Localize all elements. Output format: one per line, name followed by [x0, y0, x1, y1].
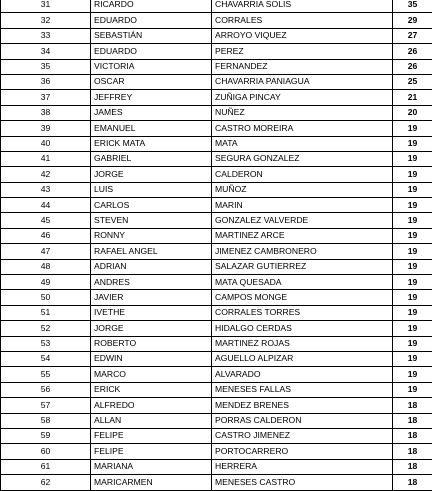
- score-cell: 18: [393, 398, 432, 413]
- table-row: [1, 275, 432, 290]
- rank-cell: 46: [1, 228, 91, 243]
- first-name-cell: RAFAEL ANGEL: [91, 244, 212, 259]
- last-name-cell: CORRALES: [212, 13, 393, 28]
- score-cell: 25: [393, 74, 432, 89]
- first-name-cell: MARIANA: [91, 459, 212, 474]
- first-name-cell: EDUARDO: [91, 44, 212, 59]
- rank-cell: 58: [1, 413, 91, 428]
- last-name-cell: CORRALES TORRES: [212, 305, 393, 320]
- last-name-cell: CHAVARRIA PANIAGUA: [212, 74, 393, 89]
- first-name-cell: JEFFREY: [91, 90, 212, 105]
- rank-cell: 47: [1, 244, 91, 259]
- rank-cell: 36: [1, 74, 91, 89]
- last-name-cell: MATA: [212, 136, 393, 151]
- score-cell: 26: [393, 59, 432, 74]
- first-name-cell: IVETHE: [91, 305, 212, 320]
- last-name-cell: CALDERON: [212, 167, 393, 182]
- table-row: [1, 244, 432, 259]
- table-row: [1, 305, 432, 320]
- first-name-cell: ERICK: [91, 382, 212, 397]
- last-name-cell: GONZALEZ VALVERDE: [212, 213, 393, 228]
- first-name-cell: JORGE: [91, 167, 212, 182]
- score-cell: 19: [393, 228, 432, 243]
- first-name-cell: GABRIEL: [91, 151, 212, 166]
- table-row: [1, 198, 432, 213]
- table-row: [1, 136, 432, 151]
- rank-cell: 45: [1, 213, 91, 228]
- score-cell: 19: [393, 275, 432, 290]
- last-name-cell: CASTRO MOREIRA: [212, 121, 393, 136]
- first-name-cell: CARLOS: [91, 198, 212, 213]
- last-name-cell: JIMENEZ CAMBRONERO: [212, 244, 393, 259]
- table-row: [1, 59, 432, 74]
- score-cell: 19: [393, 198, 432, 213]
- table-row: [1, 151, 432, 166]
- rank-cell: 37: [1, 90, 91, 105]
- last-name-cell: CASTRO JIMENEZ: [212, 428, 393, 443]
- score-cell: 18: [393, 413, 432, 428]
- table-row: [1, 44, 432, 59]
- rank-cell: 62: [1, 475, 91, 490]
- score-cell: 29: [393, 13, 432, 28]
- rank-cell: 44: [1, 198, 91, 213]
- first-name-cell: ADRIAN: [91, 259, 212, 274]
- table-row: [1, 259, 432, 274]
- rank-cell: 39: [1, 121, 91, 136]
- score-cell: 19: [393, 305, 432, 320]
- table-row: [1, 475, 432, 490]
- score-cell: 19: [393, 336, 432, 351]
- last-name-cell: MENESES FALLAS: [212, 382, 393, 397]
- rank-cell: 51: [1, 305, 91, 320]
- rank-cell: 54: [1, 351, 91, 366]
- last-name-cell: PORTOCARRERO: [212, 444, 393, 459]
- last-name-cell: CHAVARRIA SOLIS: [212, 0, 393, 13]
- first-name-cell: OSCAR: [91, 74, 212, 89]
- last-name-cell: CAMPOS MONGE: [212, 290, 393, 305]
- first-name-cell: ROBERTO: [91, 336, 212, 351]
- table-row: [1, 167, 432, 182]
- score-cell: 19: [393, 121, 432, 136]
- table-row: [1, 121, 432, 136]
- last-name-cell: MUÑOZ: [212, 182, 393, 197]
- last-name-cell: NUÑEZ: [212, 105, 393, 120]
- first-name-cell: ERICK MATA: [91, 136, 212, 151]
- last-name-cell: SALAZAR GUTIERREZ: [212, 259, 393, 274]
- last-name-cell: FERNANDEZ: [212, 59, 393, 74]
- score-cell: 18: [393, 444, 432, 459]
- first-name-cell: MARICARMEN: [91, 475, 212, 490]
- table-row: [1, 74, 432, 89]
- table-row: [1, 213, 432, 228]
- table-row: [1, 336, 432, 351]
- table-row: [1, 321, 432, 336]
- rank-cell: 49: [1, 275, 91, 290]
- table-row: [1, 351, 432, 366]
- first-name-cell: RICARDO: [91, 0, 212, 13]
- last-name-cell: ARROYO VIQUEZ: [212, 28, 393, 43]
- table-row: [1, 105, 432, 120]
- first-name-cell: VICTORIA: [91, 59, 212, 74]
- first-name-cell: ALLAN: [91, 413, 212, 428]
- first-name-cell: EDUARDO: [91, 13, 212, 28]
- first-name-cell: JAMES: [91, 105, 212, 120]
- score-cell: 19: [393, 290, 432, 305]
- rank-cell: 61: [1, 459, 91, 474]
- last-name-cell: PORRAS CALDERON: [212, 413, 393, 428]
- score-cell: 18: [393, 459, 432, 474]
- first-name-cell: FELIPE: [91, 444, 212, 459]
- rank-cell: 32: [1, 13, 91, 28]
- rank-cell: 34: [1, 44, 91, 59]
- score-cell: 27: [393, 28, 432, 43]
- score-cell: 19: [393, 367, 432, 382]
- last-name-cell: HIDALGO CERDAS: [212, 321, 393, 336]
- score-cell: 18: [393, 475, 432, 490]
- first-name-cell: RONNY: [91, 228, 212, 243]
- first-name-cell: EMANUEL: [91, 121, 212, 136]
- first-name-cell: ANDRES: [91, 275, 212, 290]
- last-name-cell: SEGURA GONZALEZ: [212, 151, 393, 166]
- table-row: [1, 290, 432, 305]
- score-cell: 20: [393, 105, 432, 120]
- rank-cell: 56: [1, 382, 91, 397]
- rank-cell: 53: [1, 336, 91, 351]
- rank-cell: 59: [1, 428, 91, 443]
- score-cell: 19: [393, 182, 432, 197]
- score-cell: 19: [393, 382, 432, 397]
- score-cell: 26: [393, 44, 432, 59]
- last-name-cell: MENDEZ BRENES: [212, 398, 393, 413]
- table-row: [1, 228, 432, 243]
- rank-cell: 35: [1, 59, 91, 74]
- table-row: [1, 382, 432, 397]
- rank-cell: 41: [1, 151, 91, 166]
- rank-cell: 38: [1, 105, 91, 120]
- rank-cell: 42: [1, 167, 91, 182]
- score-cell: 18: [393, 428, 432, 443]
- results-table-body: [1, 0, 432, 490]
- table-row: [1, 13, 432, 28]
- score-cell: 19: [393, 213, 432, 228]
- score-cell: 19: [393, 351, 432, 366]
- table-row: [1, 28, 432, 43]
- score-cell: 21: [393, 90, 432, 105]
- first-name-cell: STEVEN: [91, 213, 212, 228]
- rank-cell: 48: [1, 259, 91, 274]
- first-name-cell: MARCO: [91, 367, 212, 382]
- score-cell: 19: [393, 167, 432, 182]
- score-cell: 35: [393, 0, 432, 13]
- rank-cell: 43: [1, 182, 91, 197]
- rank-cell: 60: [1, 444, 91, 459]
- last-name-cell: MATA QUESADA: [212, 275, 393, 290]
- last-name-cell: HERRERA: [212, 459, 393, 474]
- first-name-cell: LUIS: [91, 182, 212, 197]
- table-row: [1, 444, 432, 459]
- first-name-cell: JAVIER: [91, 290, 212, 305]
- last-name-cell: MENESES CASTRO: [212, 475, 393, 490]
- score-cell: 19: [393, 151, 432, 166]
- rank-cell: 33: [1, 28, 91, 43]
- table-row: [1, 182, 432, 197]
- last-name-cell: ZUÑIGA PINCAY: [212, 90, 393, 105]
- last-name-cell: MARTINEZ ROJAS: [212, 336, 393, 351]
- score-cell: 19: [393, 321, 432, 336]
- last-name-cell: PEREZ: [212, 44, 393, 59]
- last-name-cell: AGUELLO ALPIZAR: [212, 351, 393, 366]
- table-row: [1, 413, 432, 428]
- score-cell: 19: [393, 136, 432, 151]
- first-name-cell: FELIPE: [91, 428, 212, 443]
- first-name-cell: JORGE: [91, 321, 212, 336]
- first-name-cell: EDWIN: [91, 351, 212, 366]
- last-name-cell: ALVARADO: [212, 367, 393, 382]
- rank-cell: 55: [1, 367, 91, 382]
- table-row: [1, 428, 432, 443]
- rank-cell: 50: [1, 290, 91, 305]
- rank-cell: 52: [1, 321, 91, 336]
- table-row: [1, 367, 432, 382]
- table-row: [1, 0, 432, 13]
- table-row: [1, 90, 432, 105]
- last-name-cell: MARIN: [212, 198, 393, 213]
- score-cell: 19: [393, 259, 432, 274]
- table-row: [1, 459, 432, 474]
- score-cell: 19: [393, 244, 432, 259]
- rank-cell: 57: [1, 398, 91, 413]
- first-name-cell: SEBASTIÁN: [91, 28, 212, 43]
- table-row: [1, 398, 432, 413]
- first-name-cell: ALFREDO: [91, 398, 212, 413]
- rank-cell: 40: [1, 136, 91, 151]
- rank-cell: 31: [1, 0, 91, 13]
- last-name-cell: MARTINEZ ARCE: [212, 228, 393, 243]
